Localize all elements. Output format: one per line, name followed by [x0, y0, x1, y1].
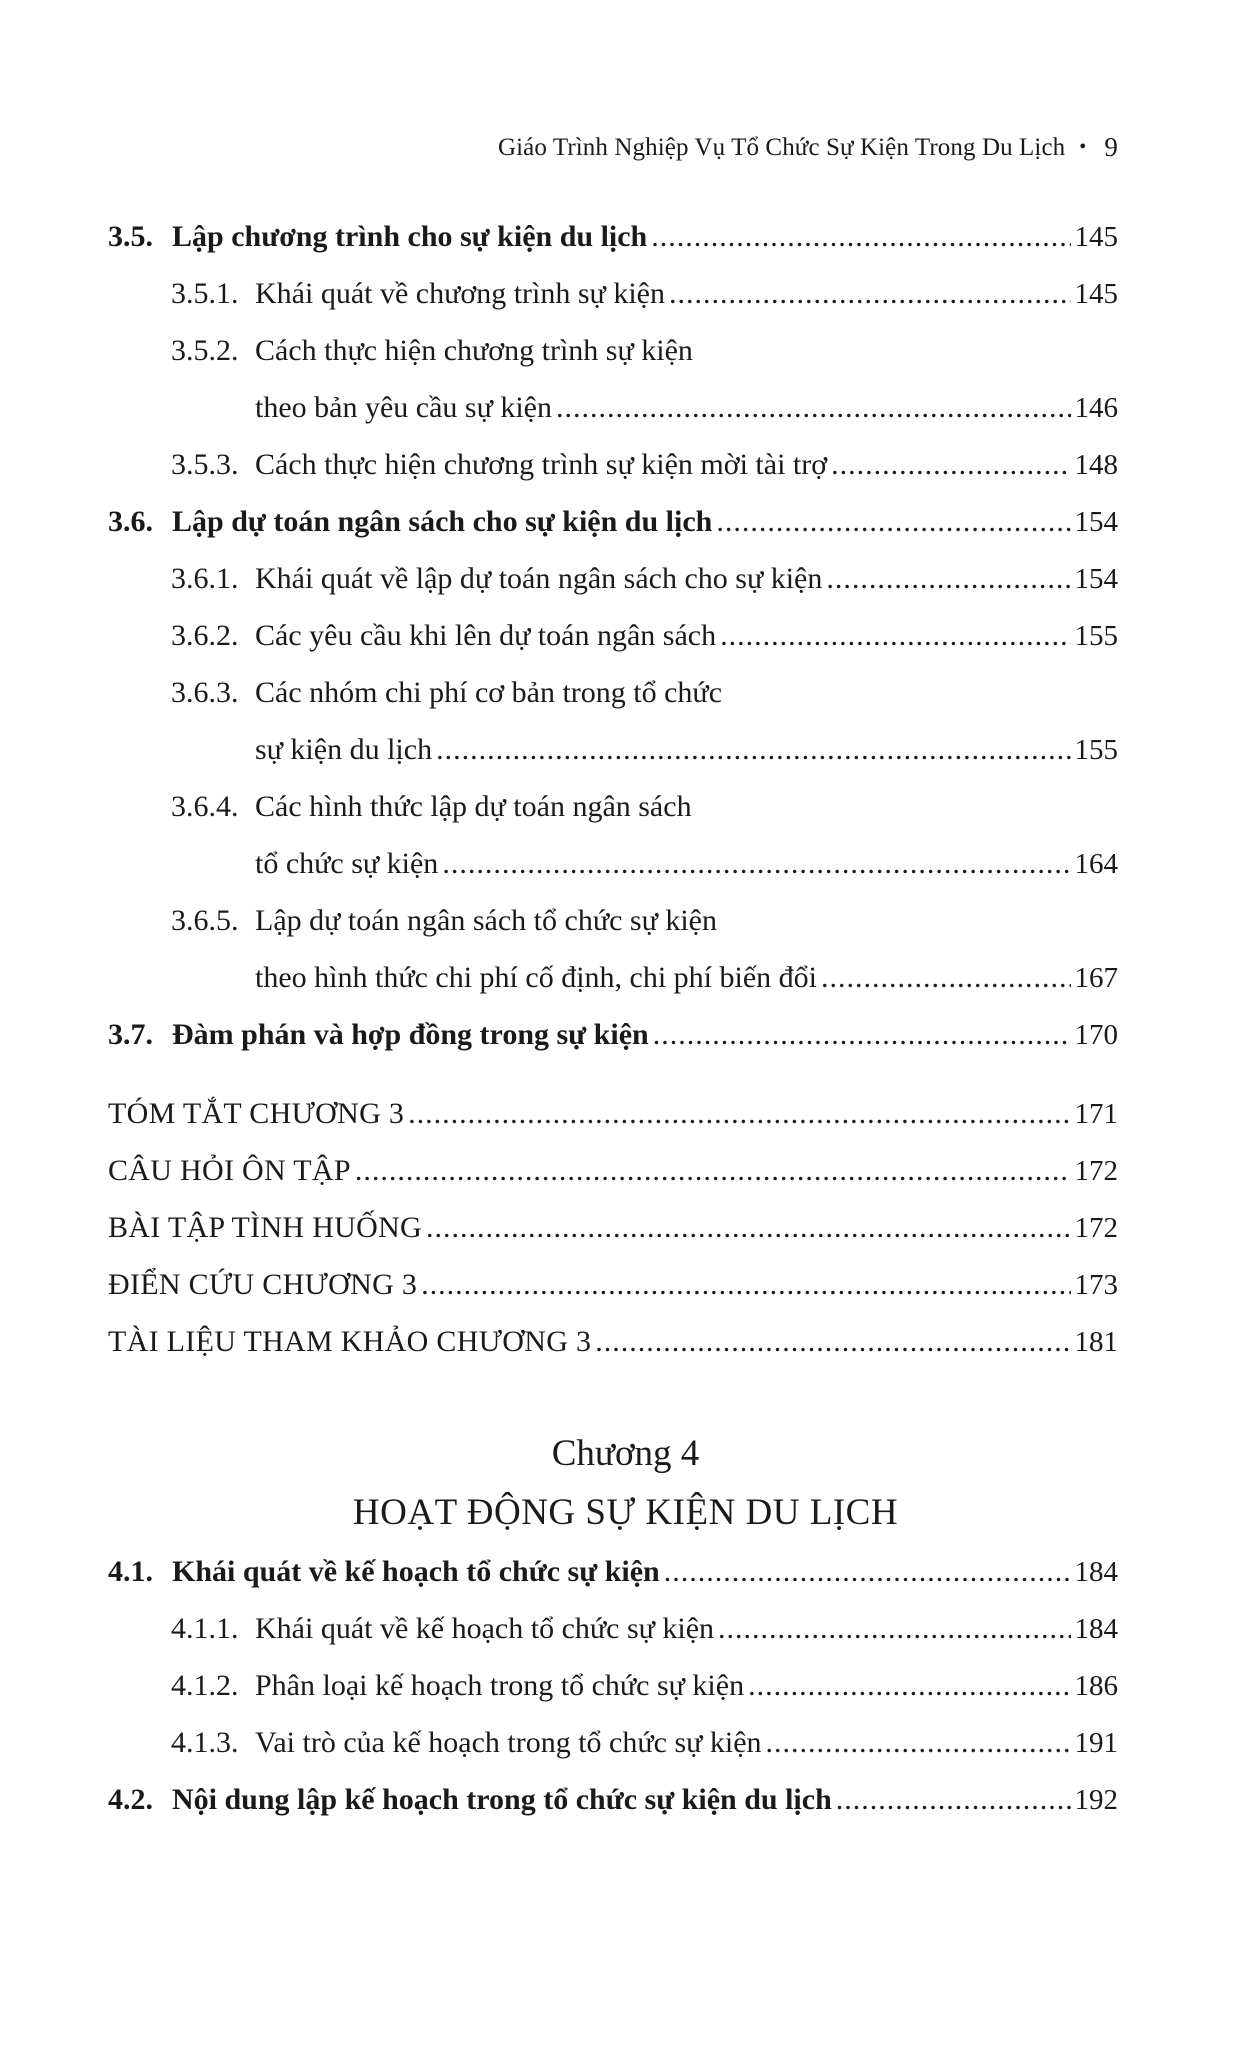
entry-number: 4.2. [108, 1783, 153, 1816]
entry-page: 154 [1074, 506, 1118, 538]
dot-leader [718, 1612, 1070, 1646]
toc-entry-continuation[interactable] [108, 733, 1118, 790]
dot-leader [831, 448, 1070, 482]
toc-entry[interactable] [108, 1555, 1118, 1612]
toc-entry[interactable] [108, 1726, 1118, 1783]
toc-entry-continuation[interactable] [108, 961, 1118, 1018]
dot-leader [720, 619, 1070, 653]
dot-leader [826, 562, 1070, 596]
entry-page: 145 [1074, 221, 1118, 253]
entry-number: 4.1.3. [171, 1726, 239, 1759]
entry-number: 3.5. [108, 220, 153, 253]
entry-title: Phân loại kế hoạch trong tổ chức sự kiện [255, 1669, 745, 1702]
dot-leader [595, 1325, 1070, 1359]
entry-number: 3.5.3. [171, 448, 239, 481]
running-header [498, 132, 1118, 163]
entry-page: 164 [1074, 848, 1118, 880]
entry-page: 170 [1074, 1019, 1118, 1051]
toc-entry[interactable] [108, 1097, 1118, 1154]
entry-number: 4.1.1. [171, 1612, 239, 1645]
dot-leader [716, 505, 1070, 539]
toc-entry[interactable] [108, 790, 1118, 847]
entry-number: 4.1. [108, 1555, 153, 1588]
entry-title: Lập dự toán ngân sách cho sự kiện du lịch [172, 505, 713, 538]
chapter-subtitle: HOẠT ĐỘNG SỰ KIỆN DU LỊCH [352, 1492, 899, 1533]
entry-page: 155 [1074, 734, 1118, 766]
toc-entry[interactable] [108, 676, 1118, 733]
entry-title: Cách thực hiện chương trình sự kiện [255, 334, 693, 367]
toc-entry[interactable] [108, 1669, 1118, 1726]
entry-title: CÂU HỎI ÔN TẬP [108, 1154, 351, 1187]
dot-leader [664, 1555, 1071, 1589]
toc-entry-continuation[interactable] [108, 391, 1118, 448]
entry-title: ĐIỂN CỨU CHƯƠNG 3 [108, 1268, 418, 1301]
dot-leader [653, 1018, 1071, 1052]
toc-chapter-3-end-matter [108, 1097, 1118, 1382]
entry-number: 3.6.5. [171, 904, 239, 937]
entry-title: TÓM TẮT CHƯƠNG 3 [108, 1097, 405, 1130]
toc-entry[interactable] [108, 448, 1118, 505]
entry-title: Đàm phán và hợp đồng trong sự kiện [172, 1018, 649, 1051]
dot-leader [836, 1783, 1071, 1817]
entry-title: Các yêu cầu khi lên dự toán ngân sách [255, 619, 717, 652]
toc-entry[interactable] [108, 334, 1118, 391]
dot-leader [442, 847, 1070, 881]
toc-entry[interactable] [108, 277, 1118, 334]
entry-page: 184 [1074, 1613, 1118, 1645]
entry-title: Khái quát về lập dự toán ngân sách cho sự kiện [255, 562, 823, 595]
toc-entry[interactable] [108, 220, 1118, 277]
entry-title: Cách thực hiện chương trình sự kiện mời tài trợ [255, 448, 828, 481]
entry-page: 173 [1074, 1269, 1118, 1301]
entry-title: sự kiện du lịch [255, 733, 433, 766]
entry-page: 181 [1074, 1326, 1118, 1358]
toc-entry[interactable] [108, 619, 1118, 676]
dot-leader [669, 277, 1071, 311]
entry-title: Vai trò của kế hoạch trong tổ chức sự kiện [255, 1726, 762, 1759]
dot-leader [821, 961, 1070, 995]
entry-title: Khái quát về chương trình sự kiện [255, 277, 665, 310]
dot-leader [556, 391, 1071, 425]
entry-page: 148 [1074, 449, 1118, 481]
entry-page: 191 [1074, 1727, 1118, 1759]
toc-entry[interactable] [108, 1211, 1118, 1268]
entry-page: 186 [1074, 1670, 1118, 1702]
entry-page: 171 [1074, 1098, 1118, 1130]
toc-entry[interactable] [108, 1325, 1118, 1382]
entry-page: 172 [1074, 1212, 1118, 1244]
entry-title: BÀI TẬP TÌNH HUỐNG [108, 1211, 423, 1244]
toc-entry[interactable] [108, 1268, 1118, 1325]
dot-leader [651, 220, 1070, 254]
chapter-heading [0, 1425, 1251, 1543]
entry-page: 184 [1074, 1556, 1118, 1588]
entry-page: 172 [1074, 1155, 1118, 1187]
toc-entry[interactable] [108, 904, 1118, 961]
book-title: Giáo Trình Nghiệp Vụ Tổ Chức Sự Kiện Trong Du Lịch [497, 133, 1066, 161]
dot-leader [408, 1097, 1070, 1131]
entry-number: 3.5.1. [171, 277, 239, 310]
toc-entry[interactable] [108, 562, 1118, 619]
entry-title: Nội dung lập kế hoạch trong tổ chức sự kiện du lịch [172, 1783, 832, 1816]
entry-title: theo bản yêu cầu sự kiện [255, 391, 552, 424]
entry-title: Các nhóm chi phí cơ bản trong tổ chức [255, 676, 723, 709]
toc-entry[interactable] [108, 505, 1118, 562]
entry-title: Lập chương trình cho sự kiện du lịch [172, 220, 648, 253]
toc-chapter-3-sections [108, 220, 1118, 1075]
entry-title: Lập dự toán ngân sách tổ chức sự kiện [255, 904, 717, 937]
header-bullet: • [1079, 136, 1087, 158]
entry-number: 3.5.2. [171, 334, 239, 367]
entry-page: 192 [1074, 1784, 1118, 1816]
entry-number: 4.1.2. [171, 1669, 239, 1702]
entry-title: Khái quát về kế hoạch tổ chức sự kiện [255, 1612, 715, 1645]
entry-number: 3.6.4. [171, 790, 239, 823]
entry-page: 146 [1074, 392, 1118, 424]
entry-title: theo hình thức chi phí cố định, chi phí biến đổi [255, 961, 818, 994]
dot-leader [421, 1268, 1070, 1302]
entry-number: 3.6. [108, 505, 153, 538]
entry-title: Các hình thức lập dự toán ngân sách [255, 790, 692, 823]
toc-chapter-4-sections [108, 1555, 1118, 1840]
entry-number: 3.6.2. [171, 619, 239, 652]
toc-entry[interactable] [108, 1018, 1118, 1075]
dot-leader [426, 1211, 1070, 1245]
toc-entry[interactable] [108, 1154, 1118, 1211]
entry-title: Khái quát về kế hoạch tổ chức sự kiện [172, 1555, 660, 1588]
toc-entry[interactable] [108, 1783, 1118, 1840]
entry-number: 3.7. [108, 1018, 153, 1051]
entry-page: 155 [1074, 620, 1118, 652]
entry-page: 145 [1074, 278, 1118, 310]
page-number: 9 [1104, 132, 1118, 162]
chapter-title: Chương 4 [551, 1433, 700, 1474]
entry-title: TÀI LIỆU THAM KHẢO CHƯƠNG 3 [108, 1325, 592, 1358]
entry-title: tổ chức sự kiện [255, 847, 439, 880]
dot-leader [355, 1154, 1071, 1188]
toc-entry[interactable] [108, 1612, 1118, 1669]
dot-leader [766, 1726, 1071, 1760]
entry-page: 167 [1074, 962, 1118, 994]
entry-number: 3.6.3. [171, 676, 239, 709]
toc-entry-continuation[interactable] [108, 847, 1118, 904]
dot-leader [436, 733, 1070, 767]
entry-page: 154 [1074, 563, 1118, 595]
dot-leader [748, 1669, 1070, 1703]
entry-number: 3.6.1. [171, 562, 239, 595]
